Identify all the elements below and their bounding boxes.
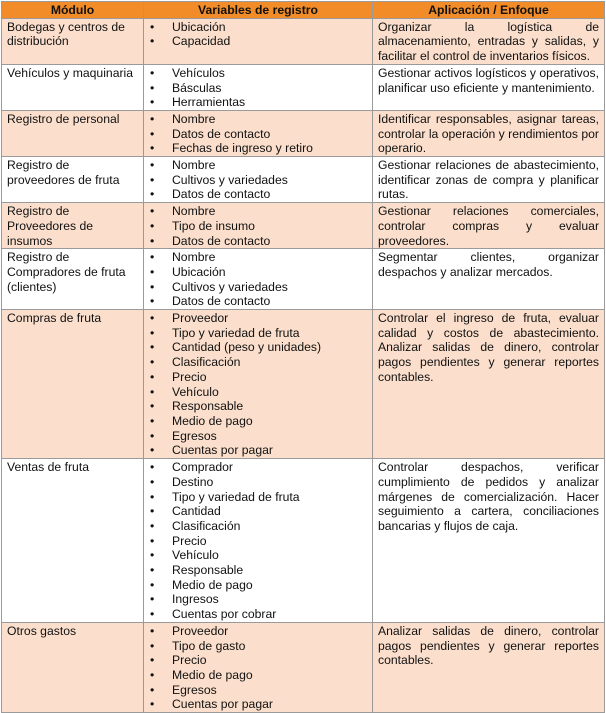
variable-item (149, 355, 367, 370)
bullet-icon: • (150, 311, 155, 326)
bullet-icon: • (150, 95, 155, 110)
bullet-icon: • (150, 638, 155, 653)
variable-item (149, 429, 367, 444)
variable-item (149, 173, 367, 188)
variable-item (149, 34, 367, 49)
variable-label: Tipo y variedad de fruta (172, 325, 300, 340)
variables-list (149, 66, 367, 110)
variable-label: Medio de pago (172, 413, 253, 428)
bullet-icon: • (150, 233, 155, 248)
variable-label: Cultivos y variedades (172, 172, 288, 187)
bullet-icon: • (150, 607, 155, 622)
variable-item (149, 534, 367, 549)
variables-cell (144, 203, 373, 249)
bullet-icon: • (150, 111, 155, 126)
bullet-icon: • (150, 158, 155, 173)
variable-item (149, 443, 367, 458)
bullet-icon: • (150, 279, 155, 294)
bullet-icon: • (150, 34, 155, 49)
module-name: Registro de proveedores de fruta (2, 157, 144, 203)
module-name: Otros gastos (2, 622, 144, 712)
variable-item (149, 280, 367, 295)
bullet-icon: • (150, 413, 155, 428)
variable-label: Herramientas (172, 95, 246, 110)
variable-label: Capacidad (172, 34, 231, 49)
variable-item (149, 204, 367, 219)
bullet-icon: • (150, 80, 155, 95)
module-name: Ventas de fruta (2, 459, 144, 623)
application-text: Gestionar activos logísticos y operativos, planificar uso eficiente y mantenimiento. (373, 64, 605, 110)
variable-item (149, 311, 367, 326)
variable-item (149, 340, 367, 355)
variable-item (149, 563, 367, 578)
variable-label: Vehículo (172, 548, 219, 563)
table-row (2, 157, 605, 203)
bullet-icon: • (150, 577, 155, 592)
variable-label: Datos de contacto (172, 126, 271, 141)
variable-item (149, 20, 367, 35)
application-text: Gestionar relaciones comerciales, controlar compras y evaluar proveedores. (373, 203, 605, 249)
modules-table (1, 1, 605, 713)
bullet-icon: • (150, 294, 155, 309)
bullet-icon: • (150, 187, 155, 202)
bullet-icon: • (150, 667, 155, 682)
variable-label: Nombre (172, 111, 216, 126)
application-text: Analizar salidas de dinero, controlar pagos pendientes y generar reportes contables. (373, 622, 605, 712)
variables-list (149, 112, 367, 156)
variable-item (149, 697, 367, 712)
bullet-icon: • (150, 250, 155, 265)
variable-label: Responsable (172, 399, 244, 414)
variables-cell (144, 157, 373, 203)
table-row (2, 459, 605, 623)
table-row (2, 110, 605, 156)
variables-list (149, 250, 367, 309)
variable-label: Medio de pago (172, 577, 253, 592)
bullet-icon: • (150, 548, 155, 563)
variable-item (149, 141, 367, 156)
module-name: Registro de Proveedores de insumos (2, 203, 144, 249)
variable-label: Medio de pago (172, 667, 253, 682)
application-text: Organizar la logística de almacenamiento, entradas y salidas, y facilitar el control de inventarios físicos. (373, 18, 605, 64)
variable-label: Tipo de gasto (172, 638, 246, 653)
variable-item (149, 548, 367, 563)
variable-item (149, 385, 367, 400)
application-text: Identificar responsables, asignar tareas, controlar la operación y rendimientos por operario. (373, 110, 605, 156)
variable-label: Ubicación (172, 264, 226, 279)
table-row (2, 622, 605, 712)
variable-label: Destino (172, 474, 214, 489)
variable-label: Cuentas por cobrar (172, 607, 277, 622)
table-row (2, 310, 605, 459)
variable-label: Proveedor (172, 311, 229, 326)
bullet-icon: • (150, 355, 155, 370)
table-row (2, 64, 605, 110)
application-text: Segmentar clientes, organizar despachos y analizar mercados. (373, 249, 605, 310)
variables-list (149, 460, 367, 622)
variable-item (149, 683, 367, 698)
variable-label: Nombre (172, 204, 216, 219)
variable-item (149, 592, 367, 607)
module-name: Registro de personal (2, 110, 144, 156)
bullet-icon: • (150, 65, 155, 80)
bullet-icon: • (150, 489, 155, 504)
variable-item (149, 265, 367, 280)
module-name: Bodegas y centros de distribución (2, 18, 144, 64)
variables-list (149, 158, 367, 202)
bullet-icon: • (150, 518, 155, 533)
bullet-icon: • (150, 592, 155, 607)
variables-list (149, 204, 367, 248)
variable-item (149, 653, 367, 668)
variable-label: Nombre (172, 158, 216, 173)
variable-label: Datos de contacto (172, 233, 271, 248)
bullet-icon: • (150, 682, 155, 697)
variable-label: Precio (172, 653, 207, 668)
variable-label: Cuentas por pagar (172, 697, 273, 712)
variables-list (149, 311, 367, 458)
application-text: Controlar el ingreso de fruta, evaluar calidad y costos de abastecimiento. Analizar salidas de dinero, controlar pagos pendientes y generar reportes contables. (373, 310, 605, 459)
variable-item (149, 234, 367, 249)
variables-cell (144, 249, 373, 310)
table-row (2, 249, 605, 310)
variable-item (149, 187, 367, 202)
application-text: Gestionar relaciones de abastecimiento, identificar zonas de compra y planificar rutas. (373, 157, 605, 203)
variables-list (149, 20, 367, 49)
variable-item (149, 519, 367, 534)
variables-cell (144, 110, 373, 156)
header-row (2, 2, 605, 19)
table-row (2, 18, 605, 64)
variable-label: Cuentas por pagar (172, 443, 273, 458)
variable-item (149, 490, 367, 505)
variable-label: Tipo y variedad de fruta (172, 489, 300, 504)
bullet-icon: • (150, 428, 155, 443)
variable-label: Cultivos y variedades (172, 279, 288, 294)
variables-cell (144, 622, 373, 712)
variable-label: Clasificación (172, 518, 241, 533)
bullet-icon: • (150, 218, 155, 233)
bullet-icon: • (150, 264, 155, 279)
variable-label: Comprador (172, 460, 233, 475)
bullet-icon: • (150, 141, 155, 156)
bullet-icon: • (150, 533, 155, 548)
variables-cell (144, 18, 373, 64)
application-text: Controlar despachos, verificar cumplimiento de pedidos y analizar márgenes de comercialización. Hacer seguimiento a cartera, conciliaciones bancarias y flujos de caja. (373, 459, 605, 623)
bullet-icon: • (150, 504, 155, 519)
variable-item (149, 112, 367, 127)
bullet-icon: • (150, 623, 155, 638)
variable-item (149, 158, 367, 173)
variable-item (149, 127, 367, 142)
variable-label: Básculas (172, 80, 222, 95)
variable-label: Vehículos (172, 65, 225, 80)
bullet-icon: • (150, 653, 155, 668)
variable-item (149, 624, 367, 639)
bullet-icon: • (150, 126, 155, 141)
variable-label: Egresos (172, 682, 217, 697)
bullet-icon: • (150, 384, 155, 399)
variable-item (149, 294, 367, 309)
variable-label: Datos de contacto (172, 187, 271, 202)
variable-item (149, 475, 367, 490)
variable-label: Tipo de insumo (172, 218, 255, 233)
variable-label: Cantidad (172, 504, 221, 519)
variable-item (149, 370, 367, 385)
variable-item (149, 668, 367, 683)
variable-label: Fechas de ingreso y retiro (172, 141, 313, 156)
variable-item (149, 460, 367, 475)
variable-item (149, 399, 367, 414)
header-modulo: Módulo (2, 2, 144, 19)
variable-item (149, 81, 367, 96)
variables-list (149, 624, 367, 712)
variable-item (149, 326, 367, 341)
variable-item (149, 250, 367, 265)
variable-item (149, 414, 367, 429)
variable-item (149, 219, 367, 234)
variable-item (149, 504, 367, 519)
variable-label: Responsable (172, 563, 244, 578)
variable-label: Precio (172, 533, 207, 548)
table-row (2, 203, 605, 249)
variable-label: Vehículo (172, 384, 219, 399)
bullet-icon: • (150, 474, 155, 489)
bullet-icon: • (150, 19, 155, 34)
bullet-icon: • (150, 325, 155, 340)
header-aplicacion: Aplicación / Enfoque (373, 2, 605, 19)
variables-cell (144, 64, 373, 110)
variable-label: Datos de contacto (172, 294, 271, 309)
variable-label: Cantidad (peso y unidades) (172, 340, 322, 355)
variables-cell (144, 459, 373, 623)
module-name: Registro de Compradores de fruta (clientes) (2, 249, 144, 310)
variable-label: Nombre (172, 250, 216, 265)
variable-item (149, 95, 367, 110)
bullet-icon: • (150, 563, 155, 578)
variable-item (149, 607, 367, 622)
variable-label: Proveedor (172, 623, 229, 638)
bullet-icon: • (150, 369, 155, 384)
variable-item (149, 639, 367, 654)
variable-label: Egresos (172, 428, 217, 443)
variables-cell (144, 310, 373, 459)
module-name: Compras de fruta (2, 310, 144, 459)
header-variables: Variables de registro (144, 2, 373, 19)
bullet-icon: • (150, 399, 155, 414)
bullet-icon: • (150, 340, 155, 355)
variable-label: Precio (172, 369, 207, 384)
bullet-icon: • (150, 443, 155, 458)
bullet-icon: • (150, 204, 155, 219)
variable-label: Ubicación (172, 19, 226, 34)
variable-label: Ingresos (172, 592, 219, 607)
variable-item (149, 578, 367, 593)
module-name: Vehículos y maquinaria (2, 64, 144, 110)
bullet-icon: • (150, 697, 155, 712)
variable-label: Clasificación (172, 355, 241, 370)
variable-item (149, 66, 367, 81)
bullet-icon: • (150, 460, 155, 475)
bullet-icon: • (150, 172, 155, 187)
